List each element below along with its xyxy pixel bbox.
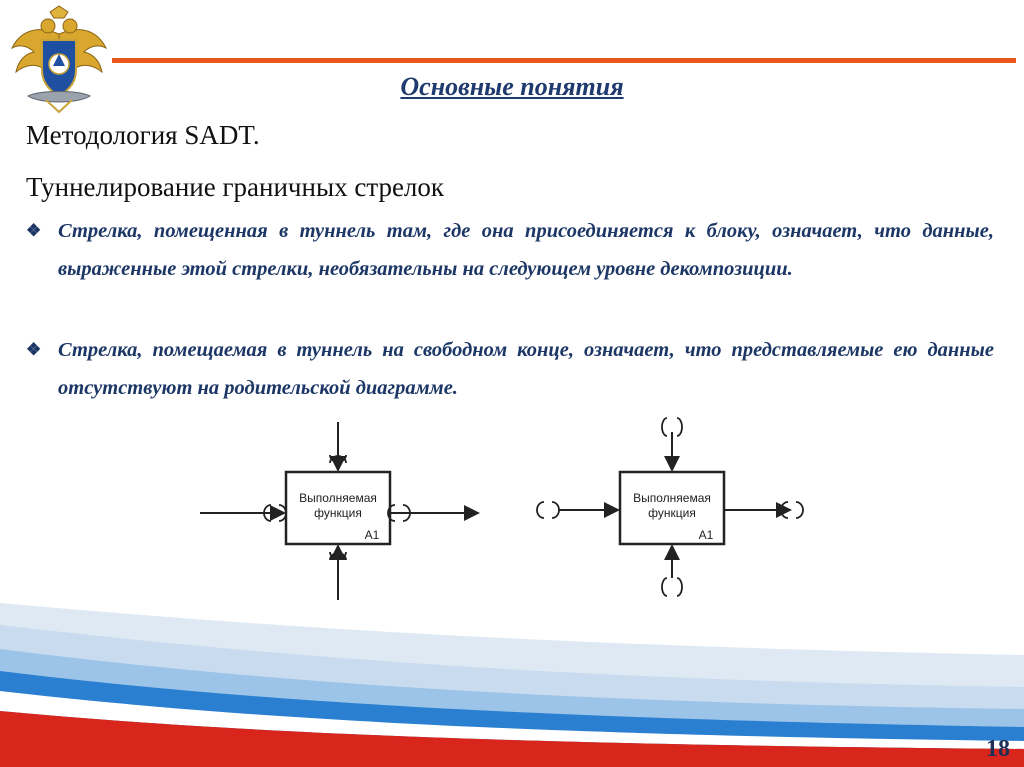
box-label-line1: Выполняемая	[299, 491, 377, 505]
bullet-item	[26, 331, 994, 407]
box-id: A1	[364, 528, 380, 542]
diagram-tunnel-at-block	[200, 410, 484, 606]
heading-methodology: Методология SADT.	[26, 120, 260, 150]
bullet-item	[26, 212, 994, 288]
bullet-text: Стрелка, помещаемая в туннель на свободном конце, означает, что представляемые ею данные отсутствуют на родительской диаграмме.	[58, 339, 994, 399]
diagram-tunnel-at-free-end	[524, 410, 810, 606]
box-label-line2: функция	[648, 506, 696, 520]
footer-waves	[0, 585, 1024, 767]
diamond-bullet-icon: ❖	[26, 221, 42, 240]
page-number: 18	[986, 736, 1010, 762]
box-label-line1: Выполняемая	[633, 491, 711, 505]
box-id: A1	[698, 528, 714, 542]
header-rule	[112, 58, 1016, 63]
bullet-text: Стрелка, помещенная в туннель там, где она присоединяется к блоку, означает, что данные, выраженные этой стрелки, необязательны на следующем уровне декомпозиции.	[58, 220, 994, 280]
slide-title: Основные понятия	[400, 72, 624, 101]
heading-tunneling: Туннелирование граничных стрелок	[26, 172, 445, 202]
box-label-line2: функция	[314, 506, 362, 520]
diamond-bullet-icon: ❖	[26, 340, 42, 359]
